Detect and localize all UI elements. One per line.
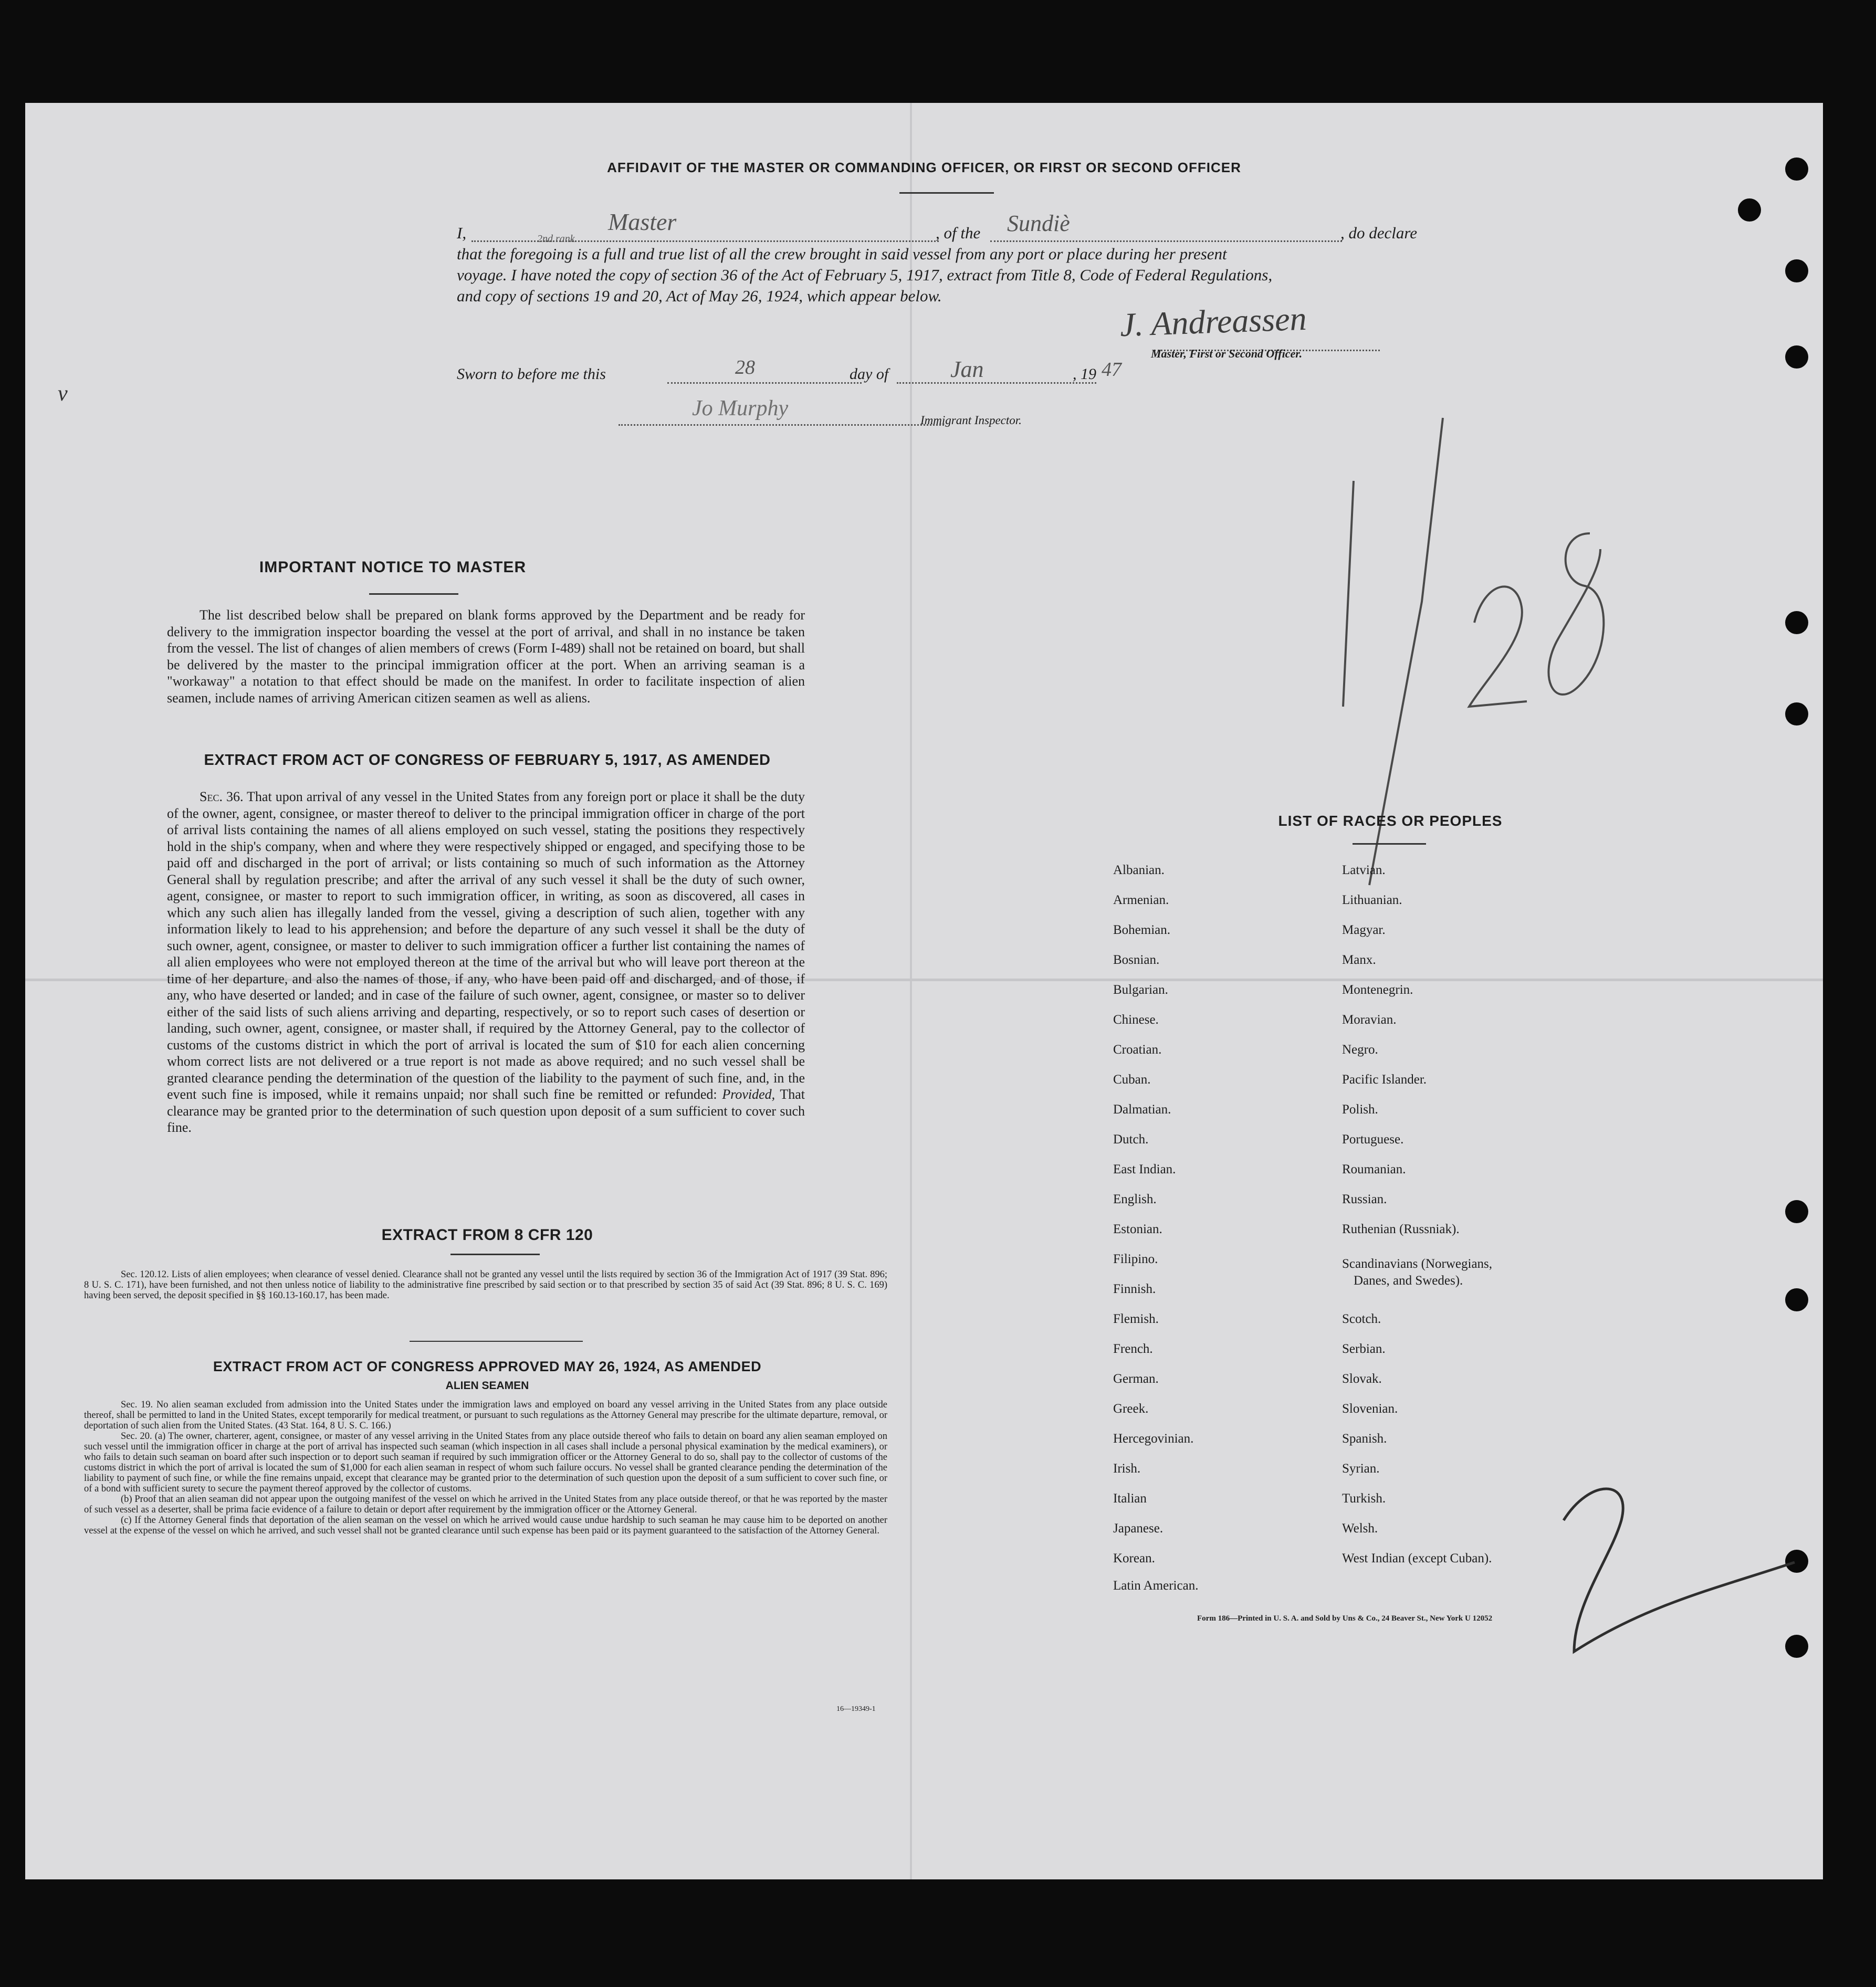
handwritten-role-above: 2nd rank xyxy=(537,233,575,245)
race-item: Filipino. xyxy=(1113,1252,1158,1266)
race-item: Spanish. xyxy=(1342,1432,1387,1446)
race-item: Pacific Islander. xyxy=(1342,1073,1427,1087)
inspector-caption: Immigrant Inspector. xyxy=(920,414,1022,427)
race-item: Danes, and Swedes). xyxy=(1354,1274,1463,1288)
punch-hole xyxy=(1785,611,1808,634)
race-item: Latin American. xyxy=(1113,1579,1199,1593)
race-item: Dutch. xyxy=(1113,1132,1149,1147)
extract-cfr-title: EXTRACT FROM 8 CFR 120 xyxy=(381,1226,593,1244)
form-footer: Form 186—Printed in U. S. A. and Sold by Uns & Co., 24 Beaver St., New York U 12052 xyxy=(1197,1614,1493,1623)
sworn-day: 28 xyxy=(735,356,755,379)
punch-hole xyxy=(1785,702,1808,726)
race-item: Armenian. xyxy=(1113,893,1169,907)
fold-line-vertical xyxy=(910,103,912,1879)
affidavit-line4: and copy of sections 19 and 20, Act of May 26, 1924, which appear below. xyxy=(457,287,942,305)
race-item: Slovak. xyxy=(1342,1372,1382,1386)
inspector-line xyxy=(619,424,944,426)
race-item: Hercegovinian. xyxy=(1113,1432,1194,1446)
race-item: Bulgarian. xyxy=(1113,983,1168,997)
notice-title: IMPORTANT NOTICE TO MASTER xyxy=(259,559,527,576)
affidavit-do-declare: , do declare xyxy=(1340,224,1418,242)
sec-36-label: Sec. 36. xyxy=(200,789,244,804)
extract-cfr-text: Sec. 120.12. Lists of alien employees; when clearance of vessel denied. Clearance shall not be granted any vessel until the lists required by section 36 of the Immigration Act of 1917 (39 Stat. 896; 8 U. S. C. 171), have been furnished, and not then unless notice of liability to the administrative fine prescribed by said section or to that prescribed by section 35 of said Act (39 Stat. 896; 8 U. S. C. 169) having been served, the deposit specified in §§ 160.13-160.17, has been made. xyxy=(84,1269,887,1301)
extract-1917-text: That upon arrival of any vessel in the United States from any foreign port or place it shall be the duty of the owner, agent, consignee, or master thereof to deliver to the principal immigration officer in charge of the port of arrival lists containing the names of all aliens employed on such vessel, stating the positions they respectively hold in the ship's company, when and where they were respectively shipped or engaged, and specifying those to be paid off and discharged in the port of arrival; or lists containing so much of such information as the Attorney General shall by regulation prescribe; and after the arrival of any such vessel it shall be the duty of such owner, agent, consignee, or master to report to such immigration officer, in writing, as soon as discovered, all cases in which any such alien has illegally landed from the vessel, giving a description of such alien, together with any information likely to lead to his apprehension; and before the departure of any such vessel it shall be the duty of such owner, agent, consignee, or master to deliver to such immigration officer a further list containing the names of all alien employees who were not employed thereon at the time of the arrival but who will leave port thereon at the time of her departure, and also the names of those, if any, who have been paid off and discharged, and of those, if any, who have deserted or landed; and in case of the failure of such owner, agent, consignee, or master so to deliver either of the said lists of such aliens arriving and departing, respectively, or so to report such cases of desertion or landing, such owner, agent, consignee, or master shall, if required by the Attorney General, pay to the collector of customs of the customs district in which the port of arrival is located the sum of $10 for each alien concerning whom correct lists are not delivered or a true report is not made as above required; and no such vessel shall be granted clearance pending the determination of the question of the liability to the payment of such fine, and, in the event such fine is imposed, while it remains unpaid; nor shall such fine be remitted or refunded: xyxy=(167,789,805,1102)
punch-hole xyxy=(1785,345,1808,369)
race-item: East Indian. xyxy=(1113,1162,1176,1176)
punch-hole xyxy=(1785,1288,1808,1311)
race-item: Polish. xyxy=(1342,1102,1378,1117)
race-item: Korean. xyxy=(1113,1551,1155,1565)
race-item: Slovenian. xyxy=(1342,1402,1398,1416)
race-item: Estonian. xyxy=(1113,1222,1162,1236)
affidavit-of-the: , of the xyxy=(936,224,981,242)
race-item: Chinese. xyxy=(1113,1013,1159,1027)
handwritten-role: Master xyxy=(608,208,677,235)
race-item: Manx. xyxy=(1342,953,1376,967)
print-code: 16—19349-1 xyxy=(836,1705,876,1713)
margin-checkmark: v xyxy=(58,382,68,406)
race-item: Turkish. xyxy=(1342,1491,1386,1506)
affidavit-title: AFFIDAVIT OF THE MASTER OR COMMANDING OFFICER, OR FIRST OR SECOND OFFICER xyxy=(607,160,1241,175)
sec-20a-text: Sec. 20. (a) The owner, charterer, agent, consignee, or master of any vessel arriving in the United States from any place outside thereof who fails to detain on board any alien seaman employed on such vessel until the immigration officer in charge at the port of arrival has inspected such seaman (which inspection in all cases shall include a personal physical examination by the medical examiners), or who fails to detain such seaman on board after such inspection or to deport such seaman if required by such immigration officer or the Attorney General to do so, shall pay to the collector of customs of the customs district in which the port of arrival is located the sum of $1,000 for each alien seaman in respect of whom such failure occurs. No vessel shall be granted clearance pending the determination of the liability to payment of such fine, or while the fine remains unpaid, except that clearance may be granted prior to the determination of such question upon the deposit of a sum sufficient to cover such fine, or of a bond with sufficient surety to secure the payment thereof approved by the collector of customs. xyxy=(84,1431,887,1494)
inspector-signature: Jo Murphy xyxy=(692,396,789,420)
day-of-label: day of xyxy=(850,365,889,383)
sworn-month: Jan xyxy=(950,356,984,382)
punch-hole xyxy=(1785,259,1808,282)
race-item: French. xyxy=(1113,1342,1153,1356)
race-item: Greek. xyxy=(1113,1402,1149,1416)
cfr-bottom-rule xyxy=(410,1341,583,1342)
race-item: Moravian. xyxy=(1342,1013,1397,1027)
notice-rule xyxy=(369,593,458,595)
punch-hole xyxy=(1785,1200,1808,1223)
handwritten-number xyxy=(1590,1489,1595,1501)
race-item: Negro. xyxy=(1342,1043,1378,1057)
notice-text-block xyxy=(167,607,805,706)
race-item: Finnish. xyxy=(1113,1282,1156,1296)
signature-caption: Master, First or Second Officer. xyxy=(1151,347,1303,360)
extract-1917-block xyxy=(167,789,805,1136)
sworn-year: 47 xyxy=(1102,359,1122,381)
race-item: Scandinavians (Norwegians, xyxy=(1342,1257,1493,1271)
sworn-label: Sworn to before me this xyxy=(457,365,606,383)
title-rule xyxy=(899,192,994,194)
year-prefix: , 19 xyxy=(1073,365,1096,383)
extract-1924-block xyxy=(84,1400,887,1536)
race-item: Croatian. xyxy=(1113,1043,1162,1057)
document-sheet xyxy=(25,103,1823,1879)
race-item: Magyar. xyxy=(1342,923,1386,937)
race-item: Syrian. xyxy=(1342,1462,1380,1476)
extract-1924-title: EXTRACT FROM ACT OF CONGRESS APPROVED MAY 26, 1924, AS AMENDED xyxy=(213,1359,762,1374)
race-item: Italian xyxy=(1113,1491,1147,1506)
sworn-month-line xyxy=(897,382,1096,384)
race-item: Russian. xyxy=(1342,1192,1387,1206)
extract-cfr-block xyxy=(84,1269,887,1301)
affidavit-line3: voyage. I have noted the copy of section 36 of the Act of February 5, 1917, extract from Title 8, Code of Federal Regulations, xyxy=(457,266,1273,284)
race-item: Latvian. xyxy=(1342,863,1386,877)
extract-1917-title: EXTRACT FROM ACT OF CONGRESS OF FEBRUARY 5, 1917, AS AMENDED xyxy=(204,752,771,769)
master-signature: J. Andreassen xyxy=(1119,299,1307,344)
race-item: Bosnian. xyxy=(1113,953,1160,967)
vessel-name-line xyxy=(990,240,1342,242)
races-title: LIST OF RACES OR PEOPLES xyxy=(1278,813,1503,829)
race-item: Roumanian. xyxy=(1342,1162,1406,1176)
punch-hole xyxy=(1738,198,1761,222)
handwritten-date xyxy=(1369,449,1388,461)
races-rule xyxy=(1353,843,1426,845)
proviso-text: That clearance may be granted prior to the determination of such question upon deposit of a sum sufficient to cover such fine. xyxy=(167,1087,805,1135)
handwritten-vessel: Sundiè xyxy=(1007,211,1070,236)
race-item: Flemish. xyxy=(1113,1312,1159,1326)
race-item: Japanese. xyxy=(1113,1521,1164,1536)
race-item: Albanian. xyxy=(1113,863,1165,877)
race-item: Lithuanian. xyxy=(1342,893,1402,907)
sworn-day-line xyxy=(667,382,862,384)
race-item: West Indian (except Cuban). xyxy=(1342,1551,1492,1565)
race-item: English. xyxy=(1113,1192,1157,1206)
affidavit-i-label: I, xyxy=(457,224,467,242)
race-item: Serbian. xyxy=(1342,1342,1386,1356)
handwritten-number-drawing xyxy=(1543,1457,1816,1762)
race-item: German. xyxy=(1113,1372,1159,1386)
cfr-rule xyxy=(450,1254,540,1255)
race-item: Cuban. xyxy=(1113,1073,1151,1087)
race-item: Ruthenian (Russniak). xyxy=(1342,1222,1460,1236)
race-item: Irish. xyxy=(1113,1462,1141,1476)
race-item: Portuguese. xyxy=(1342,1132,1404,1147)
sec-19-text: Sec. 19. No alien seaman excluded from admission into the United States under the immigration laws and employed on board any vessel arriving in the United States from any place outside thereof, shall be permitted to land in the United States, except temporarily for medical treatment, or pursuant to such regulations as the Attorney General may prescribe for the ultimate departure, removal, or deportation of such alien from the United States. (43 Stat. 164, 8 U. S. C. 166.) xyxy=(84,1400,887,1431)
race-item: Dalmatian. xyxy=(1113,1102,1171,1117)
race-item: Bohemian. xyxy=(1113,923,1171,937)
race-item: Scotch. xyxy=(1342,1312,1381,1326)
proviso-label: Provided, xyxy=(722,1087,775,1102)
sec-20c-text: (c) If the Attorney General finds that deportation of the alien seaman on the vessel on which he arrived would cause undue hardship to such seaman he may cause him to be deported on another vessel at the expense of the vessel on which he arrived, and such vessel shall not be granted clearance until such expense has been paid or its payment guaranteed to the satisfaction of the Attorney General. xyxy=(84,1515,887,1536)
affidavit-line2: that the foregoing is a full and true list of all the crew brought in said vessel from any port or place during her present xyxy=(457,245,1227,263)
race-item: Montenegrin. xyxy=(1342,983,1413,997)
race-item: Welsh. xyxy=(1342,1521,1378,1536)
alien-seamen-subtitle: ALIEN SEAMEN xyxy=(445,1380,529,1392)
notice-text: The list described below shall be prepared on blank forms approved by the Department and be ready for delivery to the immigration inspector boarding the vessel at the port of arrival, and shall in no instance be taken from the vessel. The list of changes of alien members of crews (Form I-489) shall not be retained on board, but shall be delivered by the master to the principal immigration officer at the port. When an arriving seaman is a "workaway" a notation to that effect should be made on the manifest. In order to facilitate inspection of alien seamen, include names of arriving American citizen seamen as well as aliens. xyxy=(167,607,805,706)
sec-20b-text: (b) Proof that an alien seaman did not appear upon the outgoing manifest of the vessel on which he arrived in the United States from any place outside thereof, or that he was reported by the master of such vessel as a deserter, shall be prima facie evidence of a failure to detain or deport after requirement by the immigration officer or the Attorney General. xyxy=(84,1494,887,1515)
